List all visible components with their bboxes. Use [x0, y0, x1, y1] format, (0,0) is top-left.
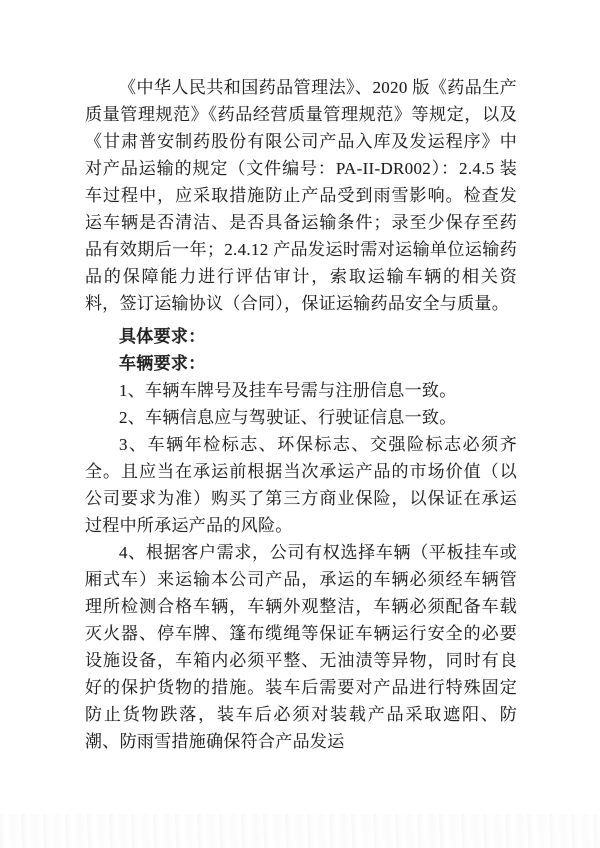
- heading-vehicle-requirements: 车辆要求：: [119, 354, 206, 373]
- list-item-4-vehicle-selection: 4、根据客户需求，公司有权选择车辆（平板挂车或厢式车）来运输本公司产品，承运的车辆必须经车辆管理所检测合格车辆，车辆外观整洁，车辆必须配备车载灭火器、停车牌、篷布缆绳等保证车辆运行安全的必要设施设备，车箱内必须平整、无油渍等异物，同时有良好的保护货物的措施。装车后需要对产品进行特殊固定防止货物跌落，装车后必须对装载产品采取遮阳、防潮、防雨雪措施确保符合产品发运: [85, 543, 517, 751]
- list-item-2-license-info: 2、车辆信息应与驾驶证、行驶证信息一致。: [119, 408, 457, 427]
- scan-noise-artifact: [0, 814, 600, 848]
- list-item-1-plate-number: 1、车辆车牌号及挂车号需与注册信息一致。: [119, 381, 457, 400]
- list-item-3-inspection-insurance: 3、车辆年检标志、环保标志、交强险标志必须齐全。且应当在承运前根据当次承运产品的市场价值（以公司要求为准）购买了第三方商业保险，以保证在承运过程中所承运产品的风险。: [85, 435, 517, 535]
- paragraph-regulation-basis: 《中华人民共和国药品管理法》、2020 版《药品生产质量管理规范》《药品经营质量管理规范》等规定，以及《甘肃普安制药股份有限公司产品入库及发运程序》中对产品运输的规定（文件编号：PA-II-DR002）：2.4.5 装车过程中，应采取措施防止产品受到雨雪影响。检查发运车辆是否清洁、是否具备运输条件；录至少保存至药品有效期后一年；2.4.12 产品发运时需对运输单位运输药品的保障能力进行评估审计，索取运输车辆的相关资料，签订运输协议（合同），保证运输药品安全与质量。: [85, 78, 517, 313]
- document-content: [85, 74, 517, 755]
- heading-specific-requirements: 具体要求：: [119, 327, 206, 346]
